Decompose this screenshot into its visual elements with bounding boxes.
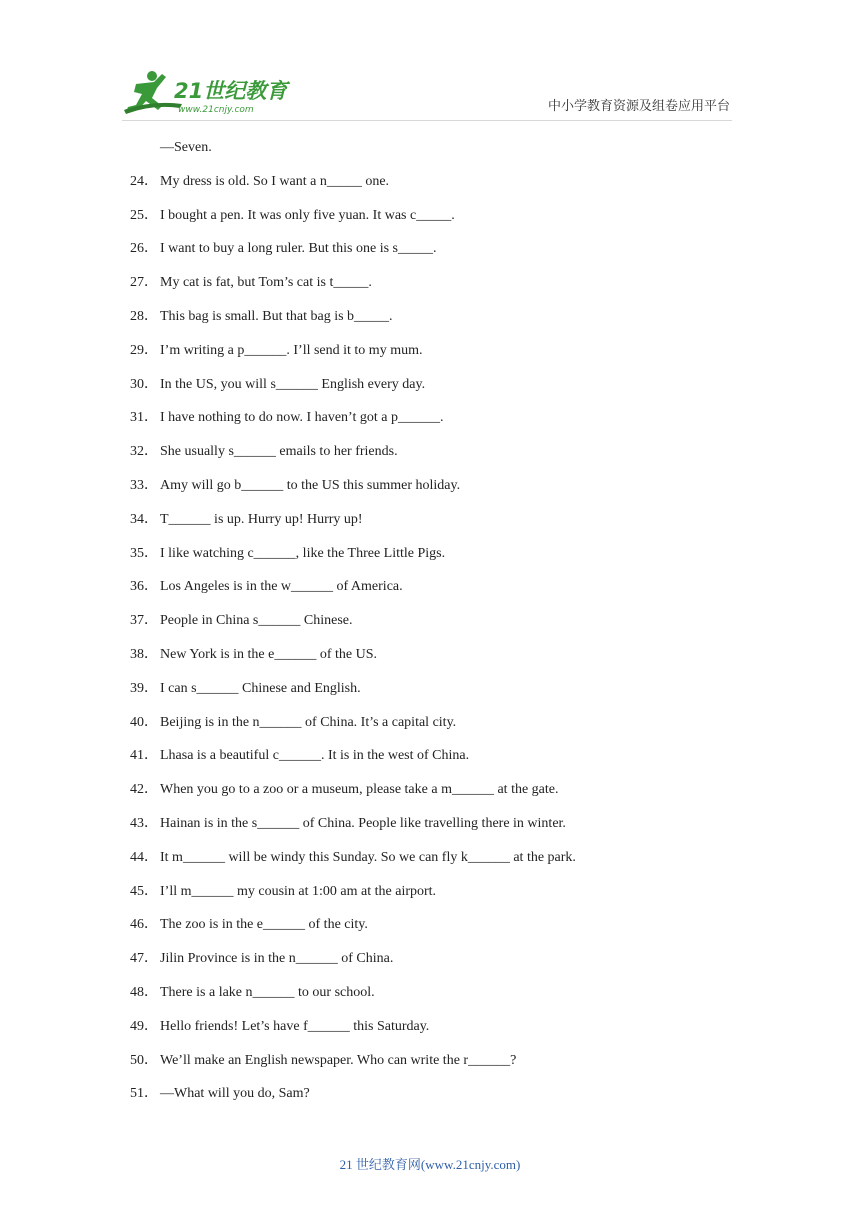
header-divider	[122, 120, 732, 121]
item-text: Beijing is in the n______ of China. It’s a capital city.	[160, 714, 457, 730]
item-number: 46．	[130, 917, 158, 933]
item-text: New York is in the e______ of the US.	[160, 646, 377, 662]
item-text: Hello friends! Let’s have f______ this Saturday.	[160, 1018, 430, 1034]
item-number: 27．	[130, 275, 158, 291]
item-number: 45．	[130, 883, 158, 899]
item-number: 47．	[130, 951, 158, 967]
list-item	[130, 273, 750, 307]
item-number: 36．	[130, 579, 158, 595]
item-number: 26．	[130, 241, 158, 257]
list-item	[130, 983, 750, 1017]
item-text: She usually s______ emails to her friends.	[160, 444, 398, 460]
item-text: This bag is small. But that bag is b_____.	[160, 308, 393, 324]
item-text: It m______ will be windy this Sunday. So we can fly k______ at the park.	[160, 849, 576, 865]
list-item	[130, 307, 750, 341]
list-item	[130, 645, 750, 679]
item-number: 40．	[130, 714, 158, 730]
item-number: 32．	[130, 444, 158, 460]
logo-url: www.21cnjy.com	[178, 105, 254, 115]
item-number: 33．	[130, 477, 158, 493]
list-item	[130, 611, 750, 645]
item-number: 39．	[130, 680, 158, 696]
list-item	[130, 577, 750, 611]
list-item	[130, 239, 750, 273]
item-text: There is a lake n______ to our school.	[160, 984, 375, 1000]
item-number: 35．	[130, 545, 158, 561]
item-text: I want to buy a long ruler. But this one is s_____.	[160, 241, 437, 257]
list-item	[130, 915, 750, 949]
list-item	[130, 476, 750, 510]
item-number: 25．	[130, 207, 158, 223]
item-number: 51．	[130, 1086, 158, 1102]
page-header	[0, 0, 860, 130]
list-item	[130, 746, 750, 780]
item-text: —Seven.	[160, 140, 212, 155]
header-tagline: 中小学教育资源及组卷应用平台	[547, 99, 730, 114]
item-text: Lhasa is a beautiful c______. It is in the west of China.	[160, 748, 470, 764]
item-text: I’m writing a p______. I’ll send it to my mum.	[160, 342, 423, 358]
list-item	[130, 814, 750, 848]
item-text: Hainan is in the s______ of China. People like travelling there in winter.	[160, 815, 566, 831]
item-number: 50．	[130, 1052, 158, 1068]
list-item	[130, 341, 750, 375]
list-item	[130, 138, 750, 172]
item-number: 38．	[130, 646, 158, 662]
item-number: 49．	[130, 1018, 158, 1034]
logo	[122, 70, 292, 116]
item-number: 30．	[130, 376, 158, 392]
item-number: 34．	[130, 511, 158, 527]
item-text: People in China s______ Chinese.	[160, 613, 353, 629]
list-item	[130, 1017, 750, 1051]
item-text: I have nothing to do now. I haven’t got a p______.	[160, 410, 444, 426]
list-item	[130, 442, 750, 476]
item-number: 31．	[130, 410, 158, 426]
item-text: I bought a pen. It was only five yuan. It was c_____.	[160, 207, 455, 223]
item-number: 43．	[130, 815, 158, 831]
item-number: 28．	[130, 308, 158, 324]
item-number: 41．	[130, 748, 158, 764]
item-text: When you go to a zoo or a museum, please take a m______ at the gate.	[160, 782, 559, 798]
item-text: Amy will go b______ to the US this summer holiday.	[160, 477, 461, 493]
list-item	[130, 375, 750, 409]
list-item	[130, 206, 750, 240]
item-number: 29．	[130, 342, 158, 358]
item-text: —What will you do, Sam?	[160, 1086, 310, 1102]
list-item	[130, 949, 750, 983]
page-footer: 21 世纪教育网(www.21cnjy.com)	[339, 1157, 521, 1172]
item-text: Jilin Province is in the n______ of China.	[160, 951, 394, 967]
list-item	[130, 679, 750, 713]
list-item	[130, 544, 750, 578]
list-item	[130, 882, 750, 916]
item-number: 44．	[130, 849, 158, 865]
item-text: We’ll make an English newspaper. Who can write the r______?	[160, 1052, 517, 1068]
item-text: Los Angeles is in the w______ of America.	[160, 579, 403, 595]
item-number: 37．	[130, 613, 158, 629]
item-text: I can s______ Chinese and English.	[160, 680, 361, 696]
list-item	[130, 848, 750, 882]
list-item	[130, 510, 750, 544]
item-text: The zoo is in the e______ of the city.	[160, 917, 368, 933]
item-text: I’ll m______ my cousin at 1:00 am at the airport.	[160, 883, 437, 899]
item-text: I like watching c______, like the Three Little Pigs.	[160, 545, 446, 561]
item-number: 48．	[130, 984, 158, 1000]
list-item	[130, 408, 750, 442]
item-number: 42．	[130, 782, 158, 798]
item-number: 24．	[130, 173, 158, 189]
item-text: In the US, you will s______ English every day.	[160, 376, 426, 392]
item-text: My dress is old. So I want a n_____ one.	[160, 173, 390, 189]
logo-text: 21世纪教育	[174, 79, 288, 103]
exercise-list	[130, 138, 750, 1118]
list-item	[130, 1051, 750, 1085]
list-item	[130, 780, 750, 814]
list-item	[130, 172, 750, 206]
list-item	[130, 713, 750, 747]
item-text: T______ is up. Hurry up! Hurry up!	[160, 511, 363, 527]
item-text: My cat is fat, but Tom’s cat is t_____.	[160, 275, 372, 291]
list-item	[130, 1084, 750, 1118]
